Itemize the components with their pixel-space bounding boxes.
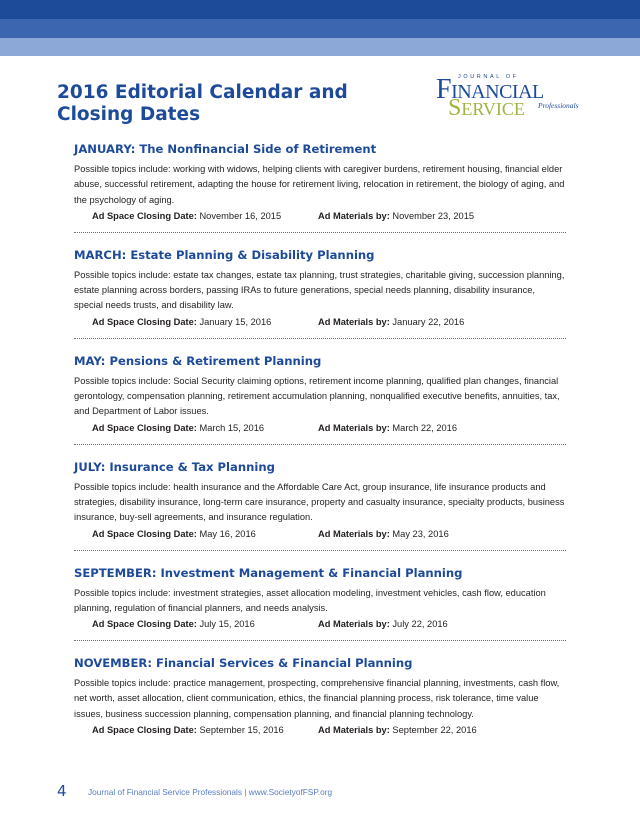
section-body: Possible topics include: investment strategies, asset allocation modeling, investment vehicles, cash flow, education planning, regulation of financial planners, and needs analysis. — [74, 587, 546, 613]
section-divider — [74, 232, 566, 233]
calendar-section — [74, 244, 566, 329]
logo-professionals: Professionals — [538, 101, 579, 110]
page-title-line2: Closing Dates — [57, 104, 201, 125]
calendar-section — [74, 350, 566, 435]
ad-space-label: Ad Space Closing Date: — [92, 316, 197, 327]
section-heading: SEPTEMBER: Investment Management & Financial Planning — [74, 565, 463, 580]
calendar-section — [74, 562, 566, 632]
page-footer — [57, 784, 597, 800]
editorial-sections — [74, 138, 566, 737]
calendar-section — [74, 138, 566, 223]
ad-space-label: Ad Space Closing Date: — [92, 210, 197, 221]
section-divider — [74, 550, 566, 551]
closing-dates — [74, 618, 566, 631]
page-title-line1: 2016 Editorial Calendar and — [57, 82, 348, 103]
ad-materials-date: July 22, 2016 — [392, 619, 448, 630]
section-heading: JULY: Insurance & Tax Planning — [74, 459, 275, 474]
ad-materials-due — [318, 724, 477, 737]
section-heading: MAY: Pensions & Retirement Planning — [74, 353, 322, 368]
header-band-mid — [0, 19, 640, 38]
journal-logo — [436, 74, 586, 122]
section-divider — [74, 444, 566, 445]
ad-space-label: Ad Space Closing Date: — [92, 725, 197, 736]
ad-space-label: Ad Space Closing Date: — [92, 422, 197, 433]
ad-space-date: May 16, 2016 — [199, 528, 256, 539]
closing-dates — [74, 210, 566, 223]
ad-space-date: November 16, 2015 — [199, 210, 282, 221]
header-band-dark — [0, 0, 640, 19]
ad-space-closing — [92, 618, 255, 631]
section-body: Possible topics include: estate tax changes, estate tax planning, trust strategies, charitable giving, succession planning, estate planning across borders, passing IRAs to future generations, special needs planning, disability insurance, special needs trusts, and disability law. — [74, 269, 565, 311]
closing-dates — [74, 422, 566, 435]
ad-materials-label: Ad Materials by: — [318, 528, 390, 539]
logo-financial: FINANCIAL — [436, 74, 544, 105]
ad-space-label: Ad Space Closing Date: — [92, 528, 197, 539]
closing-dates — [74, 316, 566, 329]
ad-space-date: July 15, 2016 — [199, 619, 255, 630]
ad-space-date: January 15, 2016 — [199, 316, 272, 327]
ad-materials-due — [318, 618, 448, 631]
closing-dates — [74, 724, 566, 737]
section-divider — [74, 640, 566, 641]
ad-space-closing — [92, 528, 256, 541]
ad-space-date: March 15, 2016 — [199, 422, 265, 433]
ad-materials-date: November 23, 2015 — [392, 210, 475, 221]
calendar-section — [74, 652, 566, 737]
section-heading: MARCH: Estate Planning & Disability Planning — [74, 247, 375, 262]
page-number: 4 — [57, 782, 67, 800]
ad-materials-due — [318, 210, 474, 223]
footer-text: Journal of Financial Service Professionals | www.SocietyofFSP.org — [88, 787, 333, 797]
ad-space-closing — [92, 210, 281, 223]
ad-space-label: Ad Space Closing Date: — [92, 619, 197, 630]
section-heading: JANUARY: The Nonfinancial Side of Retirement — [74, 142, 377, 156]
ad-materials-due — [318, 528, 449, 541]
ad-materials-due — [318, 316, 464, 329]
ad-materials-label: Ad Materials by: — [318, 725, 390, 736]
ad-materials-date: January 22, 2016 — [392, 316, 465, 327]
section-body: Possible topics include: working with widows, helping clients with caregiver burdens, retirement housing, financial elder abuse, successful retirement, adapting the house for retirement living, relocation in retirement, the biology of aging, and the psychology of aging. — [74, 164, 565, 205]
section-body: Possible topics include: Social Security claiming options, retirement income planning, qualified plan changes, financial gerontology, compensation planning, retirement accumulation planning, nonqualified executive benefits, annuities, tax, and Department of Labor issues. — [74, 375, 560, 417]
ad-space-closing — [92, 316, 271, 329]
closing-dates — [74, 528, 566, 541]
section-heading: NOVEMBER: Financial Services & Financial Planning — [74, 656, 413, 671]
ad-materials-date: May 23, 2016 — [392, 528, 449, 539]
ad-materials-label: Ad Materials by: — [318, 619, 390, 630]
ad-materials-due — [318, 422, 457, 435]
ad-materials-date: March 22, 2016 — [392, 422, 458, 433]
ad-space-closing — [92, 724, 284, 737]
ad-space-date: September 15, 2016 — [199, 725, 284, 736]
ad-space-closing — [92, 422, 264, 435]
ad-materials-label: Ad Materials by: — [318, 210, 390, 221]
ad-materials-label: Ad Materials by: — [318, 422, 390, 433]
section-body: Possible topics include: health insurance and the Affordable Care Act, group insurance, life insurance products and strategies, disability insurance, long-term care insurance, property and casualty insurance, specialty products, business insurance, buy-sell agreements, and insurance regulation. — [74, 481, 565, 523]
header-band-light — [0, 38, 640, 56]
logo-journal-of: JOURNAL OF — [458, 74, 519, 80]
section-body: Possible topics include: practice management, prospecting, comprehensive financial planning, investments, cash flow, net worth, asset allocation, client communication, ethics, the financial planning process, risk tolerance, time value issues, business succession planning, compensation planning, and financial planning technology. — [74, 678, 560, 719]
logo-service: SERVICE — [448, 95, 525, 121]
ad-materials-date: September 22, 2016 — [392, 725, 477, 736]
section-divider — [74, 338, 566, 339]
ad-materials-label: Ad Materials by: — [318, 316, 390, 327]
page-title — [57, 82, 387, 126]
calendar-section — [74, 456, 566, 541]
